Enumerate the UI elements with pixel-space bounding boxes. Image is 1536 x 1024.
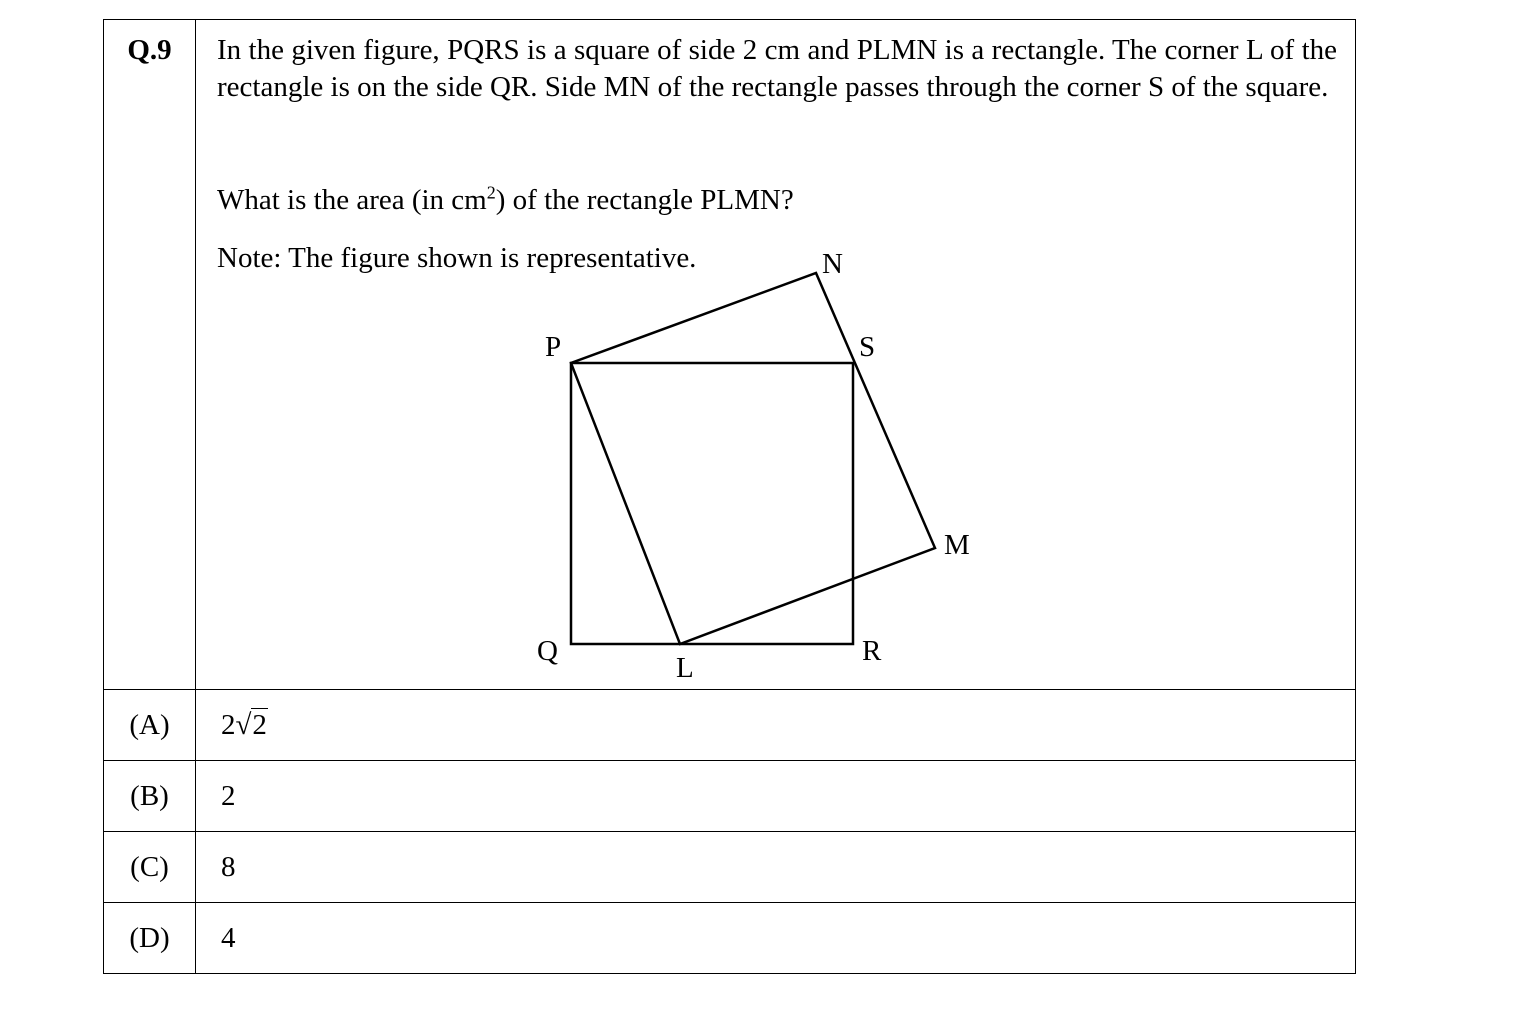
option-value-d: 4: [196, 903, 1356, 974]
option-label-a: (A): [104, 690, 196, 761]
sqrt-radical: √: [235, 708, 252, 741]
option-label-d: (D): [104, 903, 196, 974]
label-r: R: [862, 635, 882, 667]
ask-before: What is the area (in cm: [217, 184, 487, 216]
label-m: M: [944, 529, 970, 561]
question-text: In the given figure, PQRS is a square of side 2 cm and PLMN is a rectangle. The corner L of the rectangle is on the side QR. Side MN of the rectangle passes through the corner S of the square.: [217, 34, 1337, 103]
question-note: Note: The figure shown is representative.: [217, 242, 697, 274]
option-label-c: (C): [104, 832, 196, 903]
option-label-b: (B): [104, 761, 196, 832]
option-a-coef: 2: [221, 708, 236, 741]
label-p: P: [545, 331, 562, 363]
label-s: S: [859, 331, 876, 363]
ask-superscript: 2: [486, 182, 496, 203]
option-a-radicand: 2: [252, 708, 267, 741]
label-q: Q: [537, 635, 558, 667]
option-value-b: 2: [196, 761, 1356, 832]
square-pqrs: [571, 363, 853, 644]
ask-after: ) of the rectangle PLMN?: [495, 184, 794, 216]
question-number: Q.9: [104, 20, 196, 690]
label-l: L: [676, 652, 694, 684]
rectangle-plmn: [571, 273, 935, 644]
option-value-c: 8: [196, 832, 1356, 903]
label-n: N: [822, 248, 843, 280]
